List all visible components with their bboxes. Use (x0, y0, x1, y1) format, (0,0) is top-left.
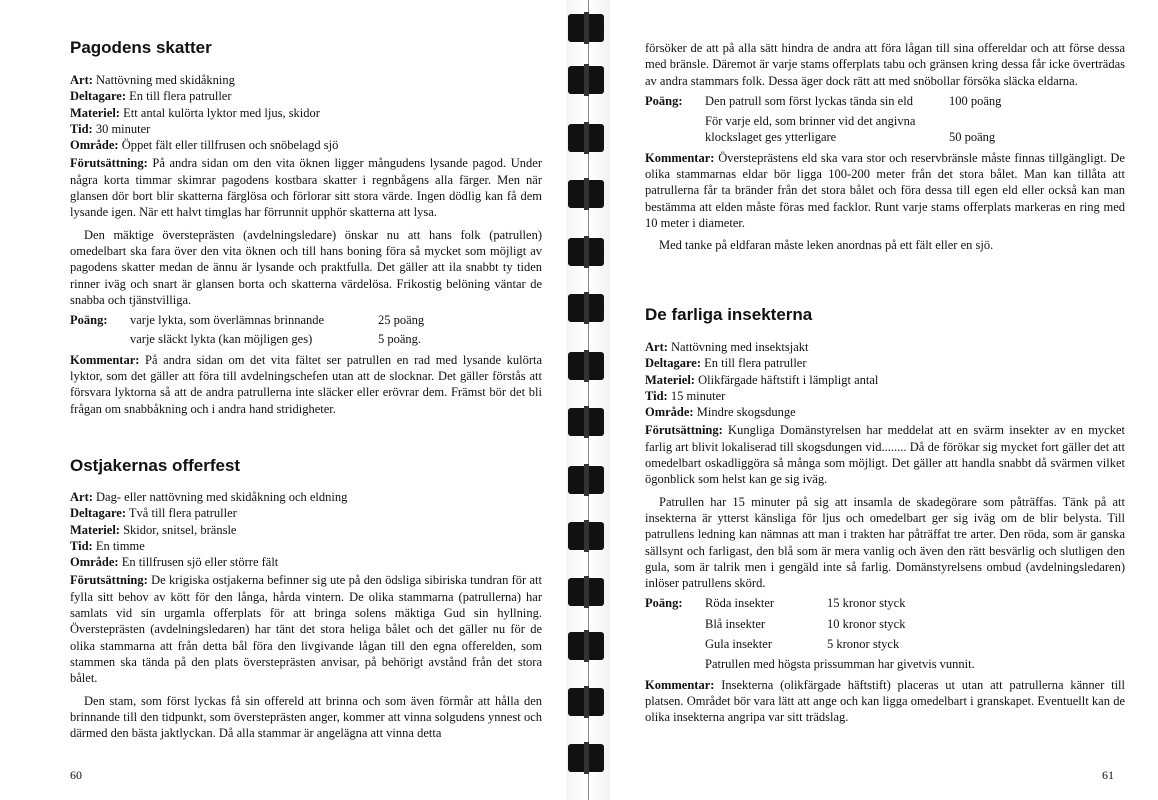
kommentar-paragraph: Kommentar: På andra sidan om det vita fältet ser patrullen en rad med lysande kulörta lyktor, som det gäller att föra till avdelningschefen utan att de slocknar. Det gäller förstås att försvara lyktorna så att de andra patrullerna inte släcker eller erövrar dem. Främst bör det bli frågan om snabbåkning och i andra hand stridigheter. (70, 352, 543, 416)
field-omrade: Område: Öppet fält eller tillfrusen och snöbelagd sjö (70, 138, 339, 153)
section-body-pagodens-skatter (70, 72, 542, 417)
score-row: Blå insekter 10 kronor styck (705, 616, 906, 631)
field-omrade: Område: En tillfrusen sjö eller större fält (70, 555, 279, 570)
continued-paragraph: försöker de att på alla sätt hindra de andra att föra lågan till sina offereldar och att förse dessa med bränsle. Däremot är varje stams offerplats tabu och gränsen kring dessa får icke överträdas av andra stammars folk. Dessa äger dock rätt att med snöbollar försöka släcka eldarna. (645, 41, 1125, 88)
body-paragraph: Den stam, som först lyckas få sin offereld att brinna och som även förmår att hålla den brinnande till den tidpunkt, som översteprästen anger, kommer att vinna solgudens ynnest och därmed den bästa jaktlyckan. Då alla stammar är angelägna att vinna detta (70, 693, 542, 741)
binding-ring (568, 408, 604, 436)
binding-ring (568, 294, 604, 322)
page-number-right: 61 (1102, 768, 1114, 782)
kommentar-paragraph: Kommentar: Översteprästens eld ska vara stor och reservbränsle måste finnas tillgängligt. De olika stammarnas eldar bör ligga 100-200 meter från det stora bålet. Man kan tillåta att patrullerna får ta bränder från det stora bålet och föra dessa till egen eld eller också kan man bestämma att elden måste föras med facklor. Runt varje stams offerplats markeras en ring med 10 meter i diameter. (645, 150, 1125, 230)
score-row: varje släckt lykta (kan möjligen ges) 5 poäng. (130, 332, 422, 347)
section-body-ostjakernas-offerfest (70, 489, 542, 741)
score-row: För varje eld, som brinner vid det angivna (705, 114, 916, 129)
field-tid: Tid: En timme (70, 538, 145, 553)
binding-ring (568, 632, 604, 660)
body-paragraph: Patrullen har 15 minuter på sig att insamla de skadegörare som påträffas. Tänk på att insekterna är ytterst känsliga för ljus och omedelbart ger sig iväg om de blir belysta. Till patrullens ledning kan nämnas att man i trakten har påträffat tre arter. Den röda, som är ganska sällsynt och farligast, den blå som är mera vanlig och även den rätt besvärlig och slutligen den gula, som är talrik men i gengäld inte så farlig. Domänstyrelsens ombud (avdelningsledaren) inlöser patrullens skörd. (645, 494, 1125, 591)
field-materiel: Materiel: Ett antal kulörta lyktor med ljus, skidor (70, 105, 320, 120)
binding-ring (568, 522, 604, 550)
score-row: Poäng: varje lykta, som överlämnas brinnande 25 poäng (70, 313, 425, 328)
binding-ring (568, 744, 604, 772)
section-title-pagodens-skatter: Pagodens skatter (70, 38, 212, 57)
field-tid: Tid: 15 minuter (645, 388, 726, 403)
binding-ring (568, 124, 604, 152)
section-title-ostjakernas-offerfest: Ostjakernas offerfest (70, 456, 241, 475)
score-row: Poäng: Den patrull som först lyckas tända sin eld 100 poäng (645, 93, 1002, 108)
binding-ring (568, 688, 604, 716)
binding-ring (568, 14, 604, 42)
field-materiel: Materiel: Olikfärgade häftstift i lämpligt antal (645, 372, 879, 387)
binding-ring (568, 180, 604, 208)
score-table (70, 312, 542, 348)
score-row: klockslaget ges ytterligare 50 poäng (705, 130, 996, 145)
left-page (0, 0, 566, 800)
field-art: Art: Nattövning med insektsjakt (645, 340, 809, 354)
field-tid: Tid: 30 minuter (70, 121, 151, 136)
binding-ring (568, 66, 604, 94)
section-body-de-farliga-insekterna (645, 339, 1125, 726)
score-note: Patrullen med högsta prissumman har givetvis vunnit. (705, 657, 975, 672)
score-table (645, 93, 1125, 146)
field-deltagare: Deltagare: Två till flera patruller (70, 506, 237, 521)
binding-ring (568, 238, 604, 266)
binding-ring (568, 466, 604, 494)
gutter-divider (588, 0, 589, 800)
field-art: Art: Dag- eller nattövning med skidåkning och eldning (70, 490, 348, 504)
field-deltagare: Deltagare: En till flera patruller (645, 356, 807, 371)
closing-paragraph: Med tanke på eldfaran måste leken anordnas på ett fält eller en sjö. (659, 238, 994, 253)
forutsattning-paragraph: Förutsättning: På andra sidan om den vita öknen ligger mångudens lysande pagod. Under några korta timmar skimrar pagodens kostbara skatter i regnbågens alla färger. Men när glansen dör bort blir skatterna färglösa och förlorar sitt stora värde. Ingen dödlig kan få dem lysande igen. När ett halvt timglas har förrunnit upphör skatterna att lysa. (70, 156, 542, 220)
binding-ring (568, 578, 604, 606)
body-paragraph: Den mäktige översteprästen (avdelningsledare) önskar nu att hans folk (patrullen) omedelbart ska fara över den vita öknen och till hans boning föra så mycket som möjligt av pagodens skatter medan de ännu är lysande och praktfulla. Det gäller att ila snabbt ty tiden rinner iväg och snart är glansen borta och skatterna värdelösa. Frikostig belöning väntar de snabba och tjänstvilliga. (70, 227, 542, 307)
score-row: Poäng: Röda insekter 15 kronor styck (645, 596, 906, 611)
score-table (645, 595, 1125, 672)
forutsattning-paragraph: Förutsättning: Kungliga Domänstyrelsen har meddelat att en svärm insekter av en mycket farlig art blivit lokaliserad till skogsdungen vid........ Då de förökar sig mycket fort gäller det att omedelbart oskadliggöra så många som möjligt. Det gäller att handla snabbt då svärmen vilket ögonblick som helst kan ge sig iväg. (645, 423, 1125, 487)
field-deltagare: Deltagare: En till flera patruller (70, 89, 232, 104)
right-page (610, 0, 1158, 800)
field-art: Art: Nattövning med skidåkning (70, 73, 235, 87)
binding-ring (568, 352, 604, 380)
score-row: Gula insekter 5 kronor styck (705, 637, 900, 652)
field-omrade: Område: Mindre skogsdunge (645, 405, 796, 420)
forutsattning-paragraph: Förutsättning: De krigiska ostjakerna befinner sig ute på den ödsliga sibiriska tundran för att fylla sitt behov av kött för den långa, hårda vintern. De olika stammarna (patrullerna) har samlats vid sin urgamla offerplats för att bringa solens mäktiga Gud sin hyllning. Översteprästen (avdelningsledaren) har tänt det stora heliga bålet och det gäller nu för de olika stammarna att från detta bål föra den livgivande lågan till den egna offerelden, som stammen ska tända på den plats översteprästen anvisar, på behörigt avstånd från det stora bålet. (70, 573, 542, 686)
section-title-de-farliga-insekterna: De farliga insekterna (645, 305, 813, 324)
field-materiel: Materiel: Skidor, snitsel, bränsle (70, 522, 237, 537)
page-number-left: 60 (70, 768, 82, 782)
continued-section (645, 40, 1125, 254)
kommentar-paragraph: Kommentar: Insekterna (olikfärgade häftstift) placeras ut utan att patrullerna känner till platsen. Området bör vara lätt att ange och kan ligga omedelbart i granskapet. Eventuellt kan de olika insekterna angripa var sitt trädslag. (645, 677, 1126, 725)
